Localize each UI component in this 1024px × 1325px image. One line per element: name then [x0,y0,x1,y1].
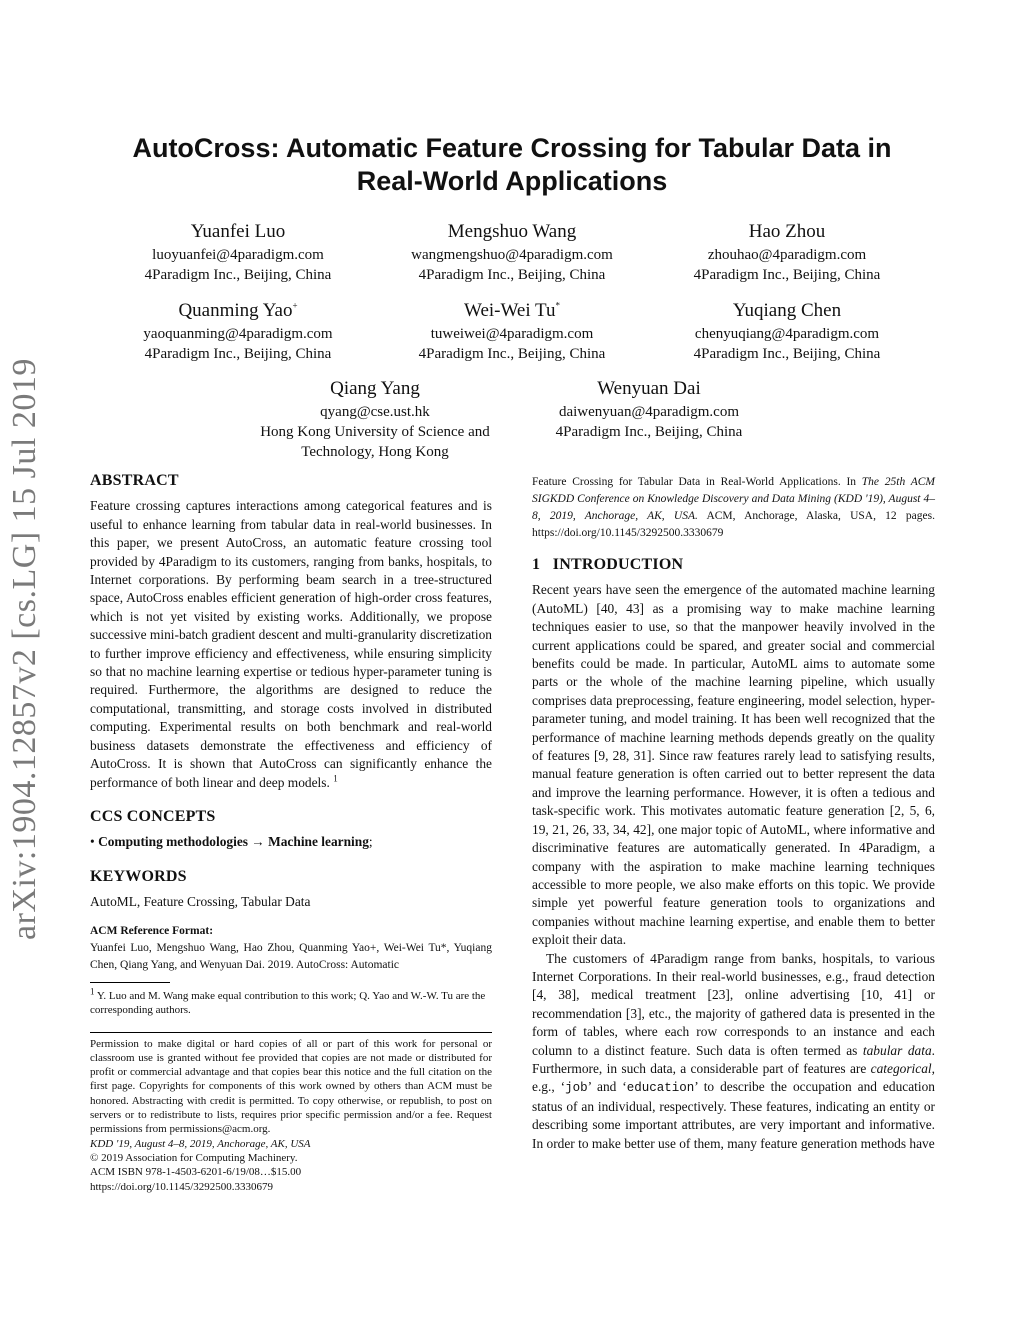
intro-p2-italic-categorical: categorical [870,1060,932,1076]
ccs-subconcept: Machine learning [268,834,369,850]
acm-reference-continued [532,474,935,542]
keywords-heading: KEYWORDS [90,867,187,885]
intro-p2-part-a: The customers of 4Paradigm range from banks, hospitals, to various Internet Corporations. In their real-world businesses, e.g., fraud detection [4, 38], medical treatment [23], online advertising [10, 41] or recommendation [3], etc., the majority of gathered data is presented in the form of tables, where each row corresponds to an instance and each column to a distinct feature. Such data is often termed as [532,950,935,1058]
footnote-text [90,986,492,1018]
ccs-heading: CCS CONCEPTS [90,807,216,825]
abstract-body: Feature crossing captures interactions among categorical features and is useful to enhance learning from tabular data in real-world businesses. In this paper, we present AutoCross, an automatic feature crossing tool provided by 4Paradigm to its customers, ranging from banks, hospitals, to Internet corporations. By performing beam search in a tree-structured space, AutoCross enables efficient generation of high-order cross features, which is not yet visited by existing works. Additionally, we propose successive mini-batch gradient descent and multi-granularity discretization to further improve efficiency and effectiveness, while ensuring simplicity so that no machine learning expertise or tedious hyper-parameter tuning is required. Furthermore, the algorithms are designed to reduce the computational, transmitting, and storage costs involved in distributed computing. Experimental results on both benchmark and real-world business datasets demonstrate the effectiveness and efficiency of AutoCross. It is shown that AutoCross can significantly enhance the performance of both linear and deep models. [90,498,492,790]
intro-p2-part-b: . Furthermore, in such data, a considerable part of features are [532,1042,935,1076]
acm-ref-plain-1: Feature Crossing for Tabular Data in Real-World Applications. In [532,476,857,488]
author-name: Mengshuo Wang [447,221,577,242]
author-email: tuweiwei@4paradigm.com [430,326,594,342]
title-line-1: AutoCross: Automatic Feature Crossing for Tabular Data in [132,133,892,163]
abstract-text [90,497,492,792]
author-name: Yuanfei Luo [190,221,286,242]
author-name: Yuqiang Chen [732,300,842,321]
keywords-text: AutoML, Feature Crossing, Tabular Data [90,894,311,910]
intro-p2-part-e: ’ to describe the occupation and education status of an individual, respectively. These features, indicating an entity or describing some important attributes, are very important and informative. In order to make better use of them, many feature generation methods have [532,1079,935,1151]
acm-reference-heading: ACM Reference Format: [90,924,214,937]
author-block [225,376,525,462]
left-column [90,472,492,1194]
author-name: Qiang Yang [330,378,420,399]
author-email: yaoquanming@4paradigm.com [143,326,333,342]
acm-reference-text: Yuanfei Luo, Mengshuo Wang, Hao Zhou, Quanming Yao+, Wei-Wei Tu*, Yuqiang Chen, Qiang Yang, and Wenyuan Dai. 2019. AutoCross: Automatic [90,941,492,971]
acm-ref-venue: The 25th ACM SIGKDD Conference on Knowledge Discovery and Data Mining (KDD '19), August 4–8, 2019, Anchorage, AK, USA. [532,476,936,522]
author-block [362,298,662,364]
corresponding-author-mark: * [555,300,560,311]
isbn-line: ACM ISBN 978-1-4503-6201-6/19/08…$15.00 [90,1166,302,1179]
footnote-divider [90,982,170,983]
ccs-bullet: • [90,834,95,850]
ccs-concept-line [90,833,492,851]
introduction-paragraph-1: Recent years have seen the emergence of the automated machine learning (AutoML) [40, 43] as a promising way to make machine learning techniques easier to use, so that the manpower heavily involved in the current applications could be spared, and greater social and commercial benefits could be made. In particular, AutoML aims to automate some parts or the whole of the machine learning pipeline, which usually comprises data preprocessing, feature engineering, model selection, hyper-parameter tuning, and model training. It has been well recognized that the performance of machine learning methods depends greatly on the quality of features [9, 28, 31]. Since raw features rarely lead to satisfying results, manual feature generation is often carried out to better represent the data and improve the learning performance. However, it is often a tedious and task-specific work. This motivates automatic feature generation [2, 5, 6, 19, 21, 26, 33, 34, 42], one major topic of AutoML, where informative and discriminative features are automatically generated. In 4Paradigm, a company with the aspiration to make machine learning techniques accessible to more people, we also make efforts on this topic. We provide simple yet powerful feature generation tools to organizations and companies without machine learning expertise, and enable them to better exploit their data. [532,582,935,948]
author-email: daiwenyuan@4paradigm.com [558,404,739,420]
author-name-text: Wei-Wei Tu [464,300,556,321]
author-email: luoyuanfei@4paradigm.com [152,247,324,263]
author-affiliation-line-2: Technology, Hong Kong [301,444,449,460]
author-block [637,298,937,364]
ccs-arrow: → [251,834,265,850]
acm-ref-plain-2: ACM, Anchorage, Alaska, USA, 12 pages. https://doi.org/10.1145/3292500.3330679 [532,510,935,539]
author-email: chenyuqiang@4paradigm.com [694,326,880,342]
footnote-marker: 1 [333,773,338,784]
author-affiliation: 4Paradigm Inc., Beijing, China [693,346,881,362]
intro-p2-code-education: education [626,1081,695,1096]
author-name [362,298,662,324]
author-affiliation: 4Paradigm Inc., Beijing, China [418,267,606,283]
footnote-body: Y. Luo and M. Wang make equal contribution to this work; Q. Yao and W.-W. Tu are the corresponding authors. [90,989,486,1017]
paper-title [90,132,934,198]
title-line-2: Real-World Applications [356,166,668,196]
copyright-line: © 2019 Association for Computing Machinery. [90,1151,298,1164]
author-block [499,376,799,442]
author-affiliation: 4Paradigm Inc., Beijing, China [144,267,332,283]
footnote-number: 1 [90,986,95,997]
corresponding-author-mark: + [292,300,298,311]
doi-line: https://doi.org/10.1145/3292500.3330679 [90,1180,274,1193]
author-block [362,219,662,285]
ccs-concept: Computing methodologies [98,834,248,850]
permission-divider [90,1032,492,1033]
abstract-heading: ABSTRACT [90,472,179,489]
author-name-text: Quanming Yao [178,300,293,321]
conference-venue: KDD '19, August 4–8, 2019, Anchorage, AK, USA [90,1137,311,1150]
permission-notice: Permission to make digital or hard copies of all or part of this work for personal or classroom use is granted without fee provided that copies are not made or distributed for profit or commercial advantage and that copies bear this notice and the full citation on the first page. Copyrights for components of this work owned by others than ACM must be honored. Abstracting with credit is permitted. To copy otherwise, or republish, to post on servers or to redistribute to lists, requires prior specific permission and/or a fee. Request permissions from permissions@acm.org. [90,1037,492,1136]
author-email: qyang@cse.ust.hk [320,404,430,420]
author-affiliation: Hong Kong University of Science and [260,424,490,440]
introduction-paragraph-2 [532,950,935,1153]
author-name [88,298,388,324]
author-block [88,298,388,364]
author-affiliation: 4Paradigm Inc., Beijing, China [418,346,606,362]
author-email: zhouhao@4paradigm.com [707,247,867,263]
author-block [88,219,388,285]
introduction-heading: 1 INTRODUCTION [532,556,684,573]
author-affiliation: 4Paradigm Inc., Beijing, China [144,346,332,362]
author-affiliation: 4Paradigm Inc., Beijing, China [693,267,881,283]
intro-p2-italic-tabular: tabular data [862,1042,932,1058]
intro-p2-part-d: ’ and ‘ [587,1079,627,1095]
intro-p2-part-c: , e.g., ‘ [532,1060,935,1095]
intro-p2-code-job: job [565,1081,588,1096]
author-email: wangmengshuo@4paradigm.com [411,247,613,263]
ccs-end: ; [368,834,373,850]
arxiv-identifier-stamp: arXiv:1904.12857v2 [cs.LG] 15 Jul 2019 [6,358,43,940]
author-affiliation: 4Paradigm Inc., Beijing, China [555,424,743,440]
right-column [532,474,935,1153]
author-name: Wenyuan Dai [597,378,701,399]
author-name: Hao Zhou [748,221,826,242]
author-block [637,219,937,285]
